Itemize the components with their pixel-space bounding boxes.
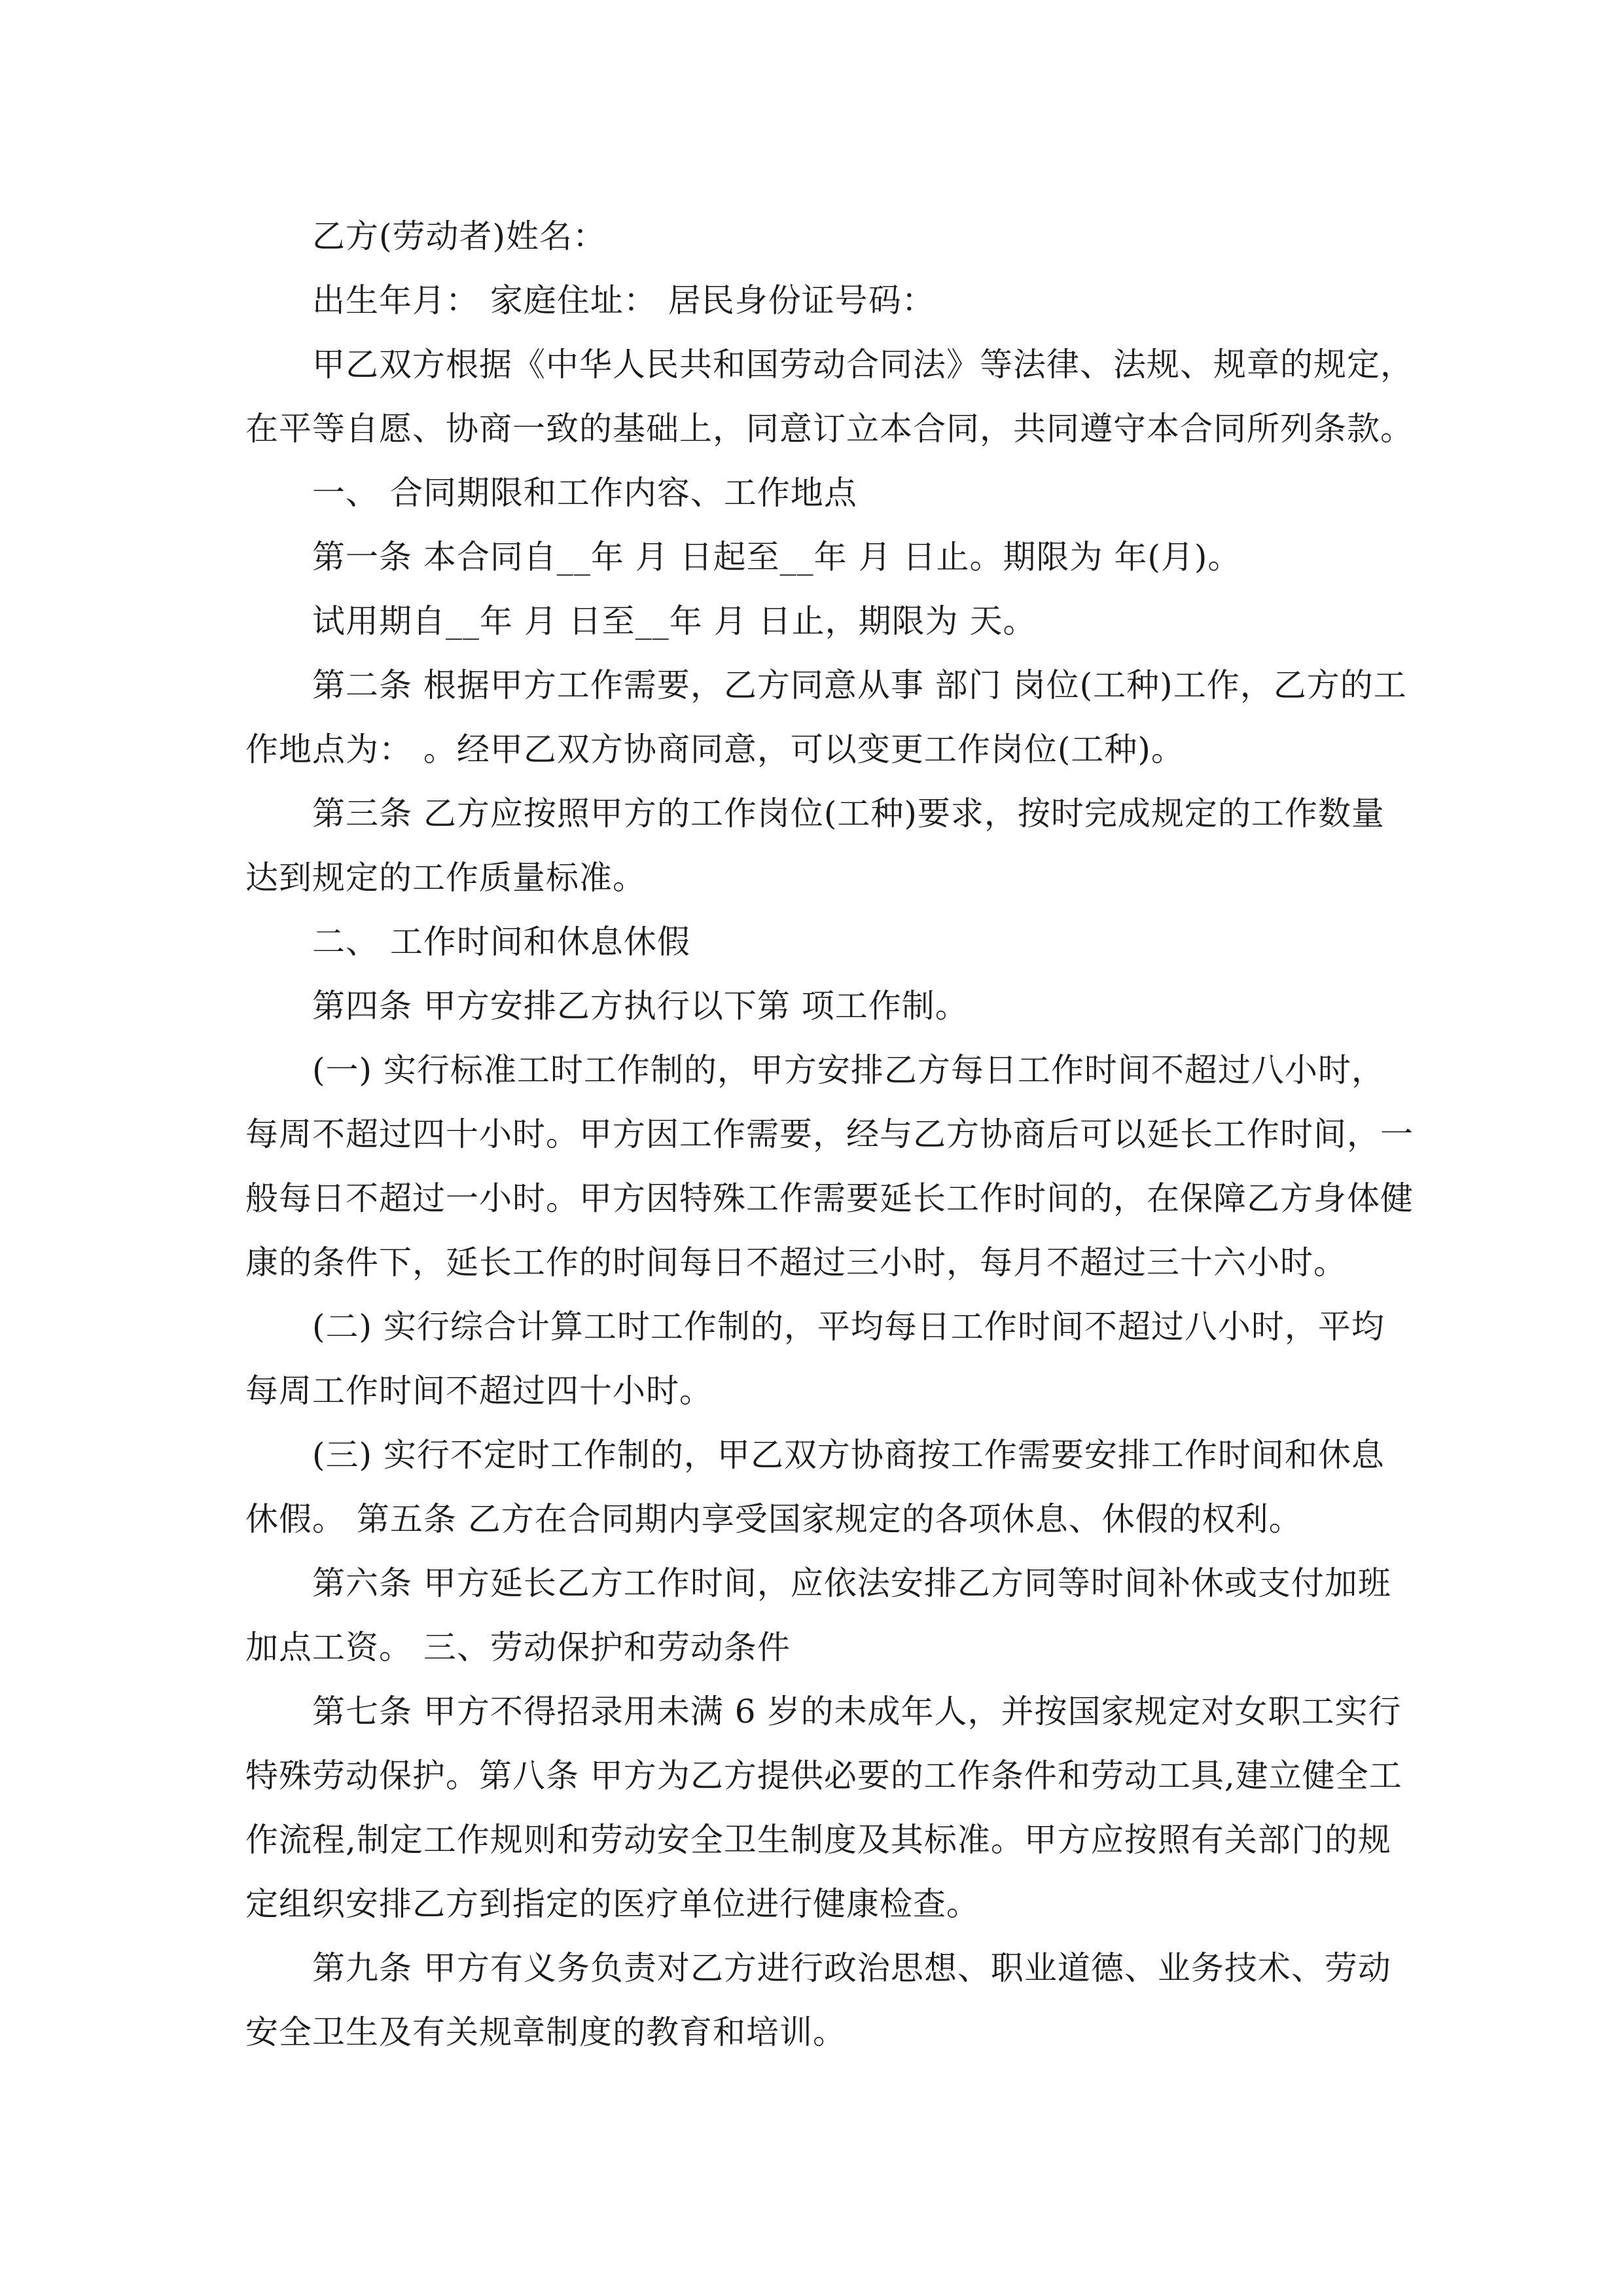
text-line: 第一条 本合同自__年 月 日起至__年 月 日止。期限为 年(月)。 xyxy=(312,538,1241,576)
text-line: (一) 实行标准工时工作制的，甲方安排乙方每日工作时间不超过八小时， xyxy=(312,1051,1385,1089)
text-line: 乙方(劳动者)姓名： xyxy=(312,217,607,255)
text-line: 康的条件下，延长工作的时间每日不超过三小时，每月不超过三十六小时。 xyxy=(245,1244,1347,1282)
text-line: 一、 合同期限和工作内容、工作地点 xyxy=(312,474,857,512)
text-line: 第九条 甲方有义务负责对乙方进行政治思想、职业道德、业务技术、劳动 xyxy=(312,1949,1391,1987)
text-line: 第三条 乙方应按照甲方的工作岗位(工种)要求，按时完成规定的工作数量 xyxy=(312,795,1385,833)
text-line: 特殊劳动保护。第八条 甲方为乙方提供必要的工作条件和劳动工具,建立健全工 xyxy=(245,1757,1402,1795)
text-line: 每周不超过四十小时。甲方因工作需要，经与乙方协商后可以延长工作时间，一 xyxy=(245,1115,1414,1153)
text-line: 二、 工作时间和休息休假 xyxy=(312,923,690,961)
contract-body xyxy=(245,204,1414,2064)
text-line: 加点工资。 三、劳动保护和劳动条件 xyxy=(245,1628,791,1666)
text-line: 试用期自__年 月 日至__年 月 日止，期限为 天。 xyxy=(312,602,1037,640)
text-line: 出生年月： 家庭住址： 居民身份证号码： xyxy=(312,281,935,319)
text-line: 第七条 甲方不得招录用未满 6 岁的未成年人，并按国家规定对女职工实行 xyxy=(312,1693,1402,1731)
text-line: 第六条 甲方延长乙方工作时间，应依法安排乙方同等时间补休或支付加班 xyxy=(312,1564,1391,1602)
text-line: 第四条 甲方安排乙方执行以下第 项工作制。 xyxy=(312,987,969,1025)
text-line: (二) 实行综合计算工时工作制的，平均每日工作时间不超过八小时，平均 xyxy=(312,1308,1385,1346)
text-line: 每周工作时间不超过四十小时。 xyxy=(245,1372,713,1410)
text-line: 作地点为： 。经甲乙双方协商同意，可以变更工作岗位(工种)。 xyxy=(245,730,1185,768)
text-line: 休假。 第五条 乙方在合同期内享受国家规定的各项休息、休假的权利。 xyxy=(245,1500,1302,1538)
text-line: 在平等自愿、协商一致的基础上，同意订立本合同，共同遵守本合同所列条款。 xyxy=(245,410,1414,448)
text-line: 定组织安排乙方到指定的医疗单位进行健康检查。 xyxy=(245,1885,980,1923)
text-line: 达到规定的工作质量标准。 xyxy=(245,859,646,897)
text-line: 般每日不超过一小时。甲方因特殊工作需要延长工作时间的，在保障乙方身体健 xyxy=(245,1179,1414,1217)
text-line: 第二条 根据甲方工作需要，乙方同意从事 部门 岗位(工种)工作，乙方的工 xyxy=(312,666,1407,704)
text-line: 作流程,制定工作规则和劳动安全卫生制度及其标准。甲方应按照有关部门的规 xyxy=(245,1821,1391,1859)
text-line: 安全卫生及有关规章制度的教育和培训。 xyxy=(245,2013,846,2051)
text-line: (三) 实行不定时工作制的，甲乙双方协商按工作需要安排工作时间和休息 xyxy=(312,1436,1385,1474)
text-line: 甲乙双方根据《中华人民共和国劳动合同法》等法律、法规、规章的规定， xyxy=(312,346,1414,384)
